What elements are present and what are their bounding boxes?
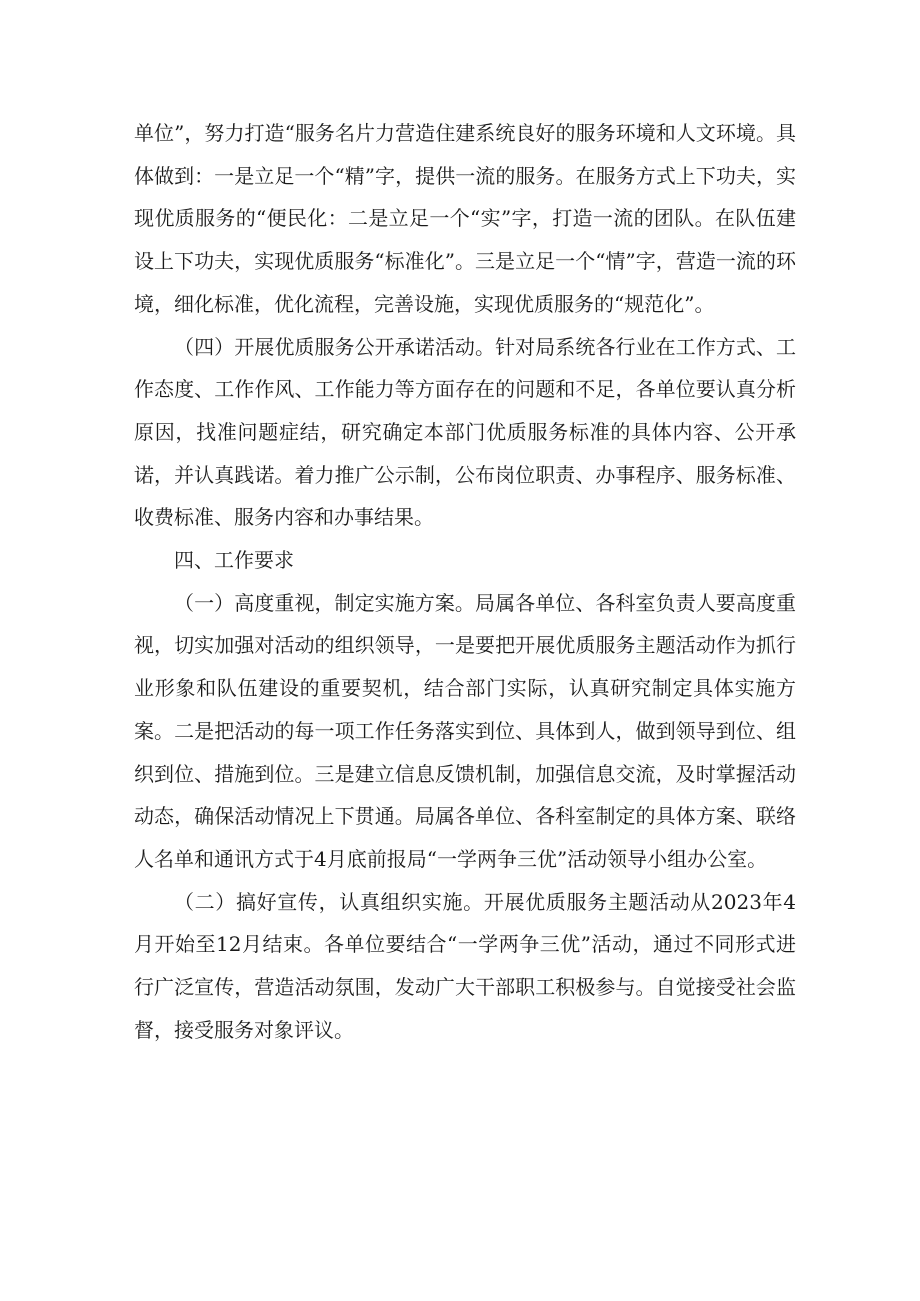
paragraph-continuation: 单位”，努力打造“服务名片力营造住建系统良好的服务环境和人文环境。具体做到：一是立足一个“精”字，提供一流的服务。在服务方式上下功夫，实现优质服务的“便民化：二是立足一个“实”字，打造一流的团队。在队伍建设上下功夫，实现优质服务“标准化”。三是立足一个“情”字，营造一流的环境，细化标准，优化流程，完善设施，实现优质服务的“规范化”。: [134, 121, 796, 316]
document-body: [134, 112, 796, 1051]
section-heading-work-requirements: 四、工作要求: [174, 548, 294, 573]
paragraph-requirement-one: （一）高度重视，制定实施方案。局属各单位、各科室负责人要高度重视，切实加强对活动的组织领导，一是要把开展优质服务主题活动作为抓行业形象和队伍建设的重要契机，结合部门实际，认真研究制定具体实施方案。二是把活动的每一项工作任务落实到位、具体到人，做到领导到位、组织到位、措施到位。三是建立信息反馈机制，加强信息交流，及时掌握活动动态，确保活动情况上下贯通。局属各单位、各科室制定的具体方案、联络人名单和通讯方式于4月底前报局“一学两争三优”活动领导小组办公室。: [134, 590, 796, 871]
paragraph-requirement-two: （二）搞好宣传，认真组织实施。开展优质服务主题活动从2023年4月开始至12月结束。各单位要结合“一学两争三优”活动，通过不同形式进行广泛宣传，营造活动氛围，发动广大干部职工积极参与。自觉接受社会监督，接受服务对象评议。: [134, 889, 796, 1042]
paragraph-section-four: （四）开展优质服务公开承诺活动。针对局系统各行业在工作方式、工作态度、工作作风、工作能力等方面存在的问题和不足，各单位要认真分析原因，找准问题症结，研究确定本部门优质服务标准的具体内容、公开承诺，并认真践诺。着力推广公示制，公布岗位职责、办事程序、服务标准、收费标准、服务内容和办事结果。: [134, 334, 796, 530]
